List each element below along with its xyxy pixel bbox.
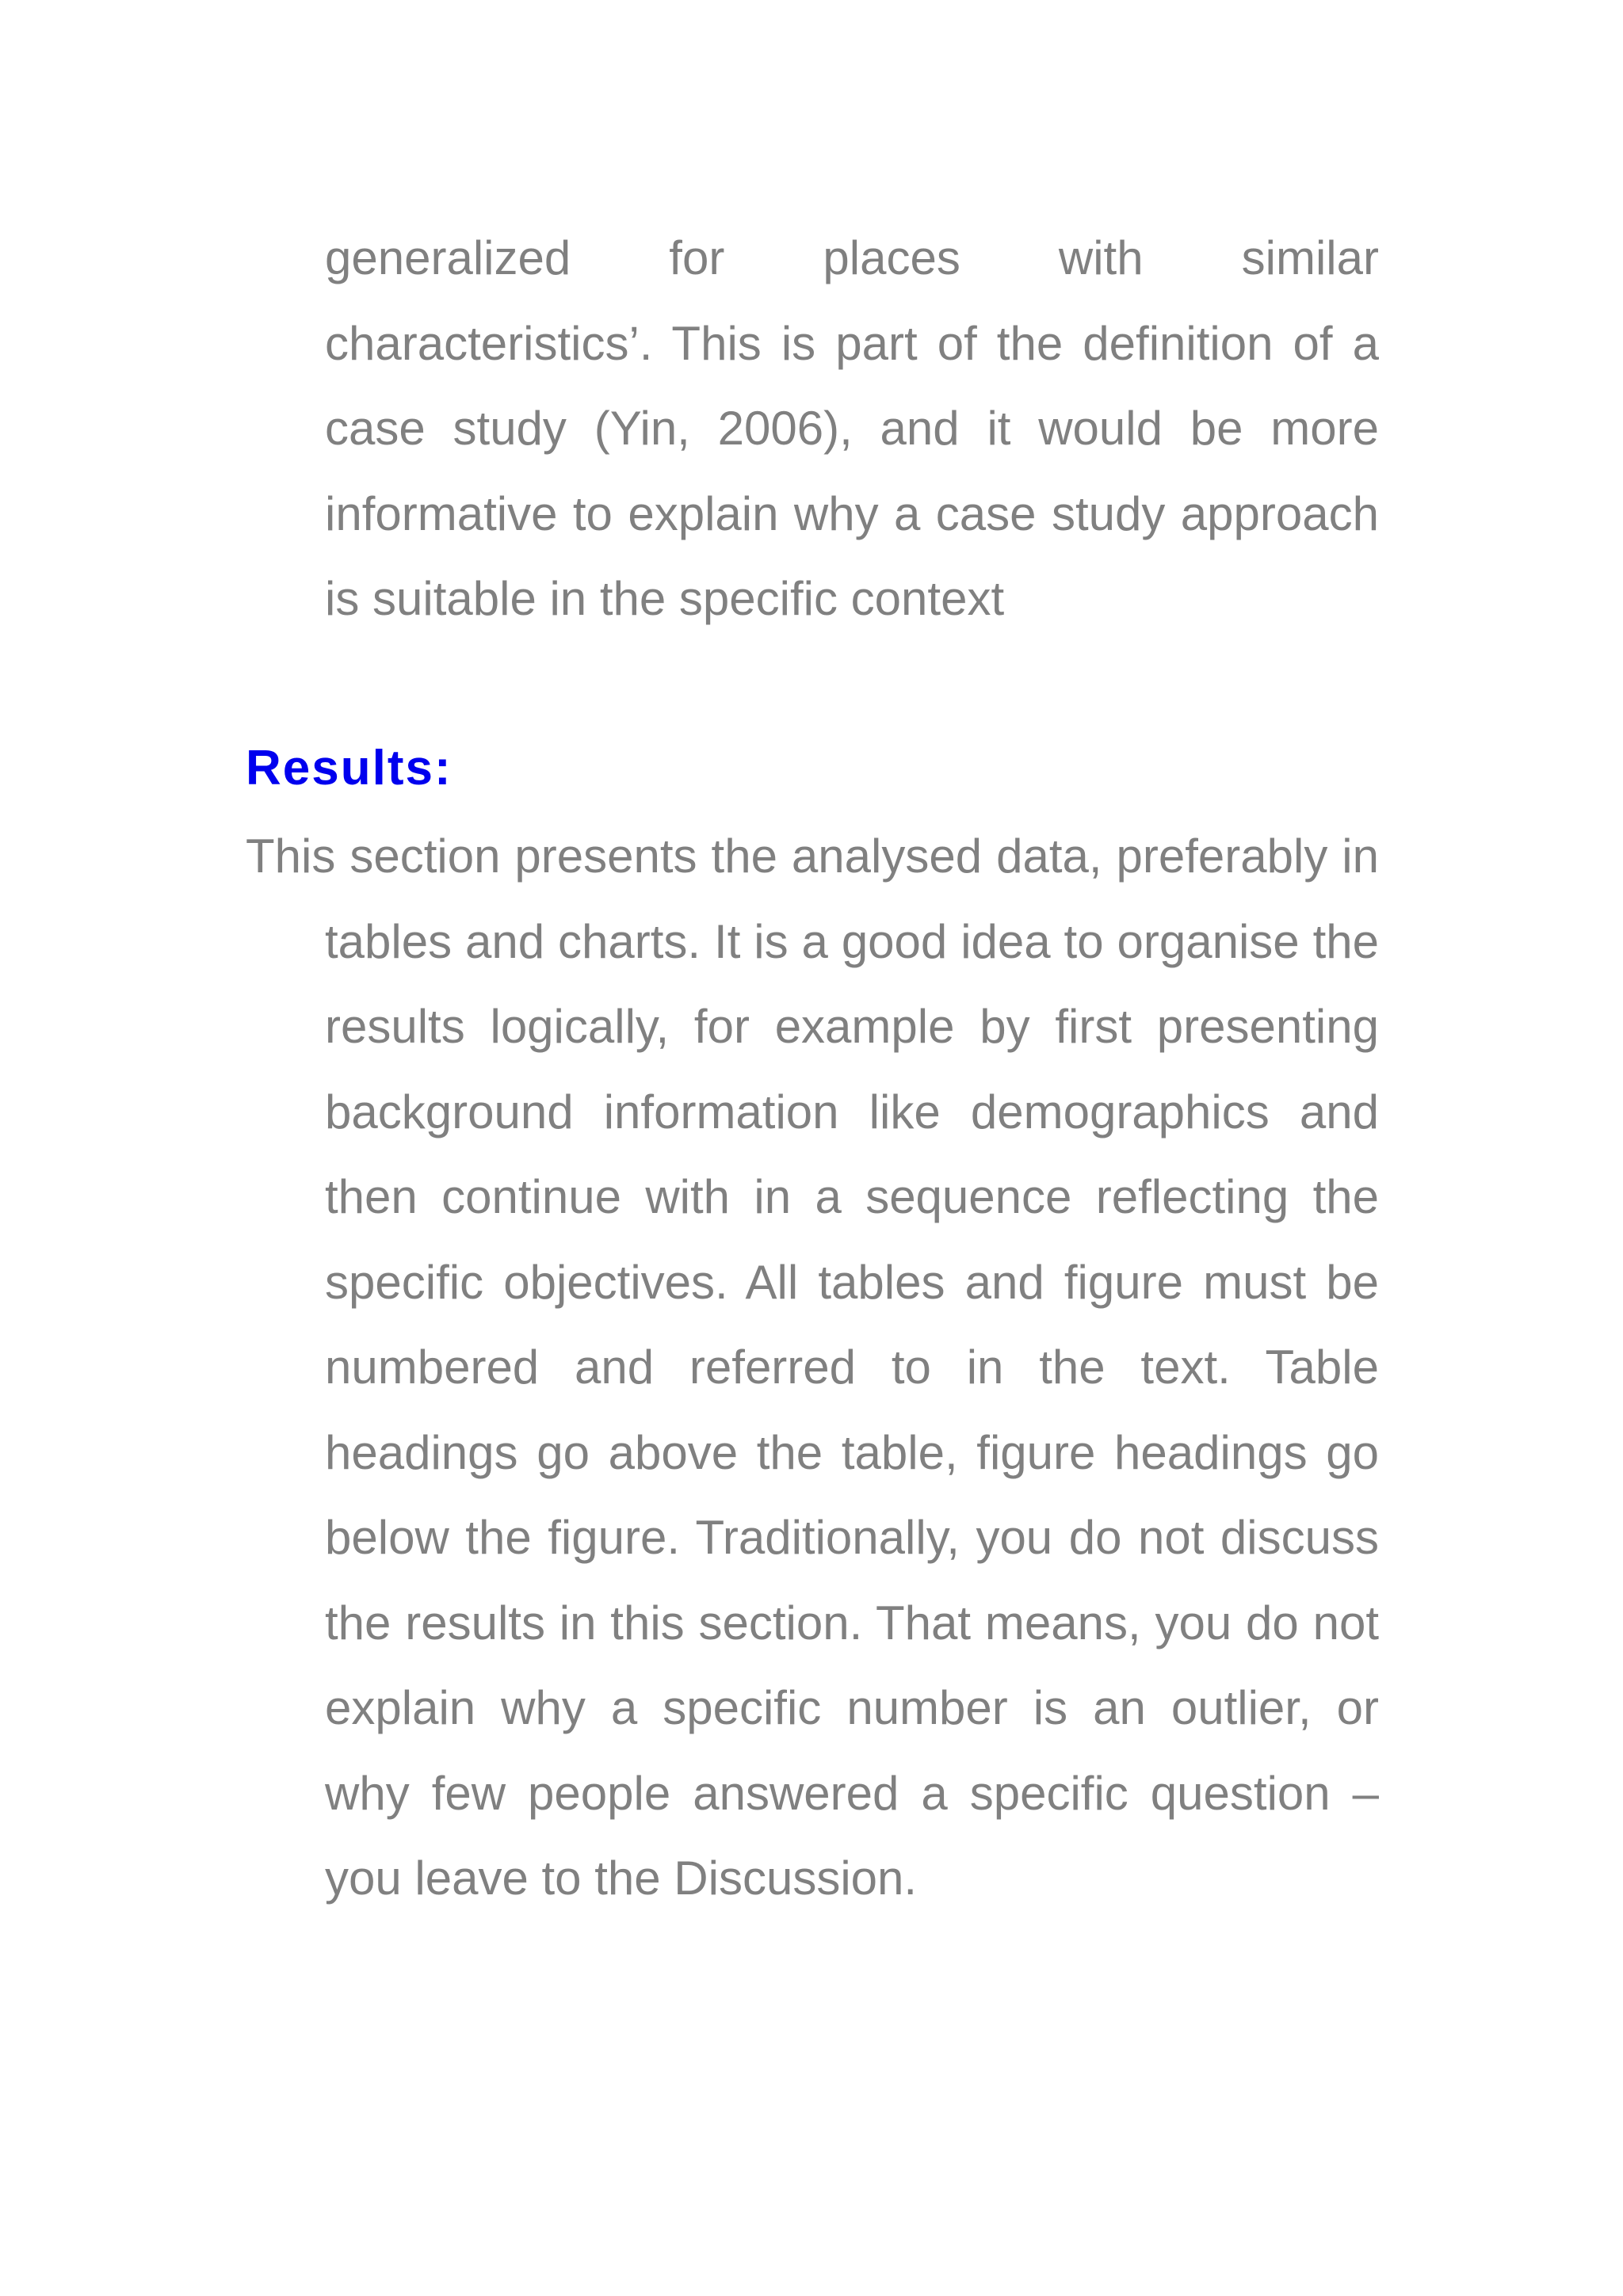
results-paragraph: This section presents the analysed data, preferably in tables and charts. It is a good idea to organise the results logically, for example by first presenting background information like demographics and then continue with in a sequence reflecting the specific objectives. All tables and figure must be numbered and referred to in the text. Table headings go above the table, figure headings go below the figure. Traditionally, you do not discuss the results in this section. That means, you do not explain why a specific number is an outlier, or why few people answered a specific question – you leave to the Discussion. bbox=[246, 830, 1379, 1905]
results-heading: Results: bbox=[246, 741, 453, 795]
continued-paragraph: generalized for places with similar characteristics’. This is part of the definition of a case study (Yin, 2006), and it would be more informative to explain why a case study approach is suitable in the specific context bbox=[325, 231, 1379, 625]
